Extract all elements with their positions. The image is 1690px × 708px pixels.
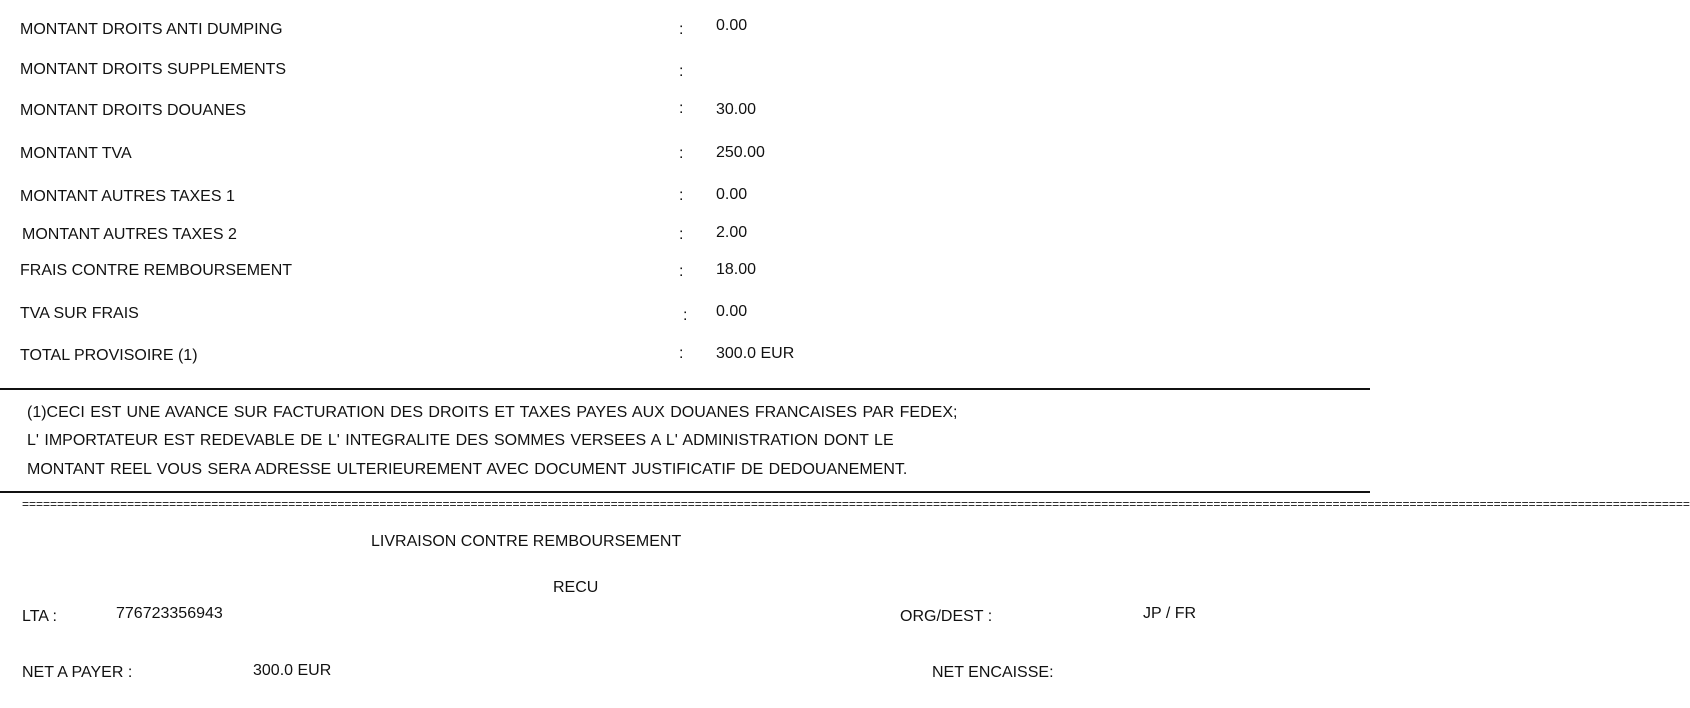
divider-top <box>0 388 1370 390</box>
footnote-line-1: (1)CECI EST UNE AVANCE SUR FACTURATION DES DROITS ET TAXES PAYES AUX DOUANES FRANCAISES PAR FEDEX; <box>27 404 958 421</box>
net-a-payer-value: 300.0 EUR <box>253 662 332 679</box>
row-label-tva-sur-frais: TVA SUR FRAIS <box>20 305 139 322</box>
receipt-subheading: RECU <box>553 579 599 596</box>
footnote-line-3: MONTANT REEL VOUS SERA ADRESSE ULTERIEUREMENT AVEC DOCUMENT JUSTIFICATIF DE DEDOUANEMENT. <box>27 461 908 478</box>
row-label-supplements: MONTANT DROITS SUPPLEMENTS <box>20 61 287 78</box>
row-colon: : <box>679 100 684 117</box>
equals-separator: ============================================================================================================================================================================================================================================== <box>22 497 1690 511</box>
row-value-autres-taxes-2: 2.00 <box>716 224 748 241</box>
row-value-total-provisoire: 300.0 EUR <box>716 345 795 362</box>
row-label-total-provisoire: TOTAL PROVISOIRE (1) <box>20 347 198 364</box>
row-colon: : <box>679 21 684 38</box>
row-value-tva: 250.00 <box>716 144 765 161</box>
net-encaisse-label: NET ENCAISSE: <box>932 664 1054 681</box>
row-colon: : <box>683 307 688 324</box>
footnote-line-2: L' IMPORTATEUR EST REDEVABLE DE L' INTEGRALITE DES SOMMES VERSEES A L' ADMINISTRATION DONT LE <box>27 432 894 449</box>
row-label-douanes: MONTANT DROITS DOUANES <box>20 102 247 119</box>
row-value-douanes: 30.00 <box>716 101 757 118</box>
row-colon: : <box>679 345 684 362</box>
divider-bottom <box>0 491 1370 493</box>
row-label-autres-taxes-1: MONTANT AUTRES TAXES 1 <box>20 188 235 205</box>
org-dest-value: JP / FR <box>1143 605 1197 622</box>
row-label-autres-taxes-2: MONTANT AUTRES TAXES 2 <box>22 226 237 243</box>
receipt-heading: LIVRAISON CONTRE REMBOURSEMENT <box>371 533 682 550</box>
row-value-tva-sur-frais: 0.00 <box>716 303 748 320</box>
row-value-autres-taxes-1: 0.00 <box>716 186 748 203</box>
row-label-anti-dumping: MONTANT DROITS ANTI DUMPING <box>20 21 283 38</box>
row-colon: : <box>679 145 684 162</box>
row-value-anti-dumping: 0.00 <box>716 17 748 34</box>
row-colon: : <box>679 63 684 80</box>
row-label-tva: MONTANT TVA <box>20 145 132 162</box>
lta-label: LTA : <box>22 608 57 625</box>
row-colon: : <box>679 263 684 280</box>
org-dest-label: ORG/DEST : <box>900 608 993 625</box>
net-a-payer-label: NET A PAYER : <box>22 664 133 681</box>
row-colon: : <box>679 226 684 243</box>
row-colon: : <box>679 187 684 204</box>
lta-value: 776723356943 <box>116 605 223 622</box>
row-value-frais-contre-remboursement: 18.00 <box>716 261 757 278</box>
row-label-frais-contre-remboursement: FRAIS CONTRE REMBOURSEMENT <box>20 262 293 279</box>
